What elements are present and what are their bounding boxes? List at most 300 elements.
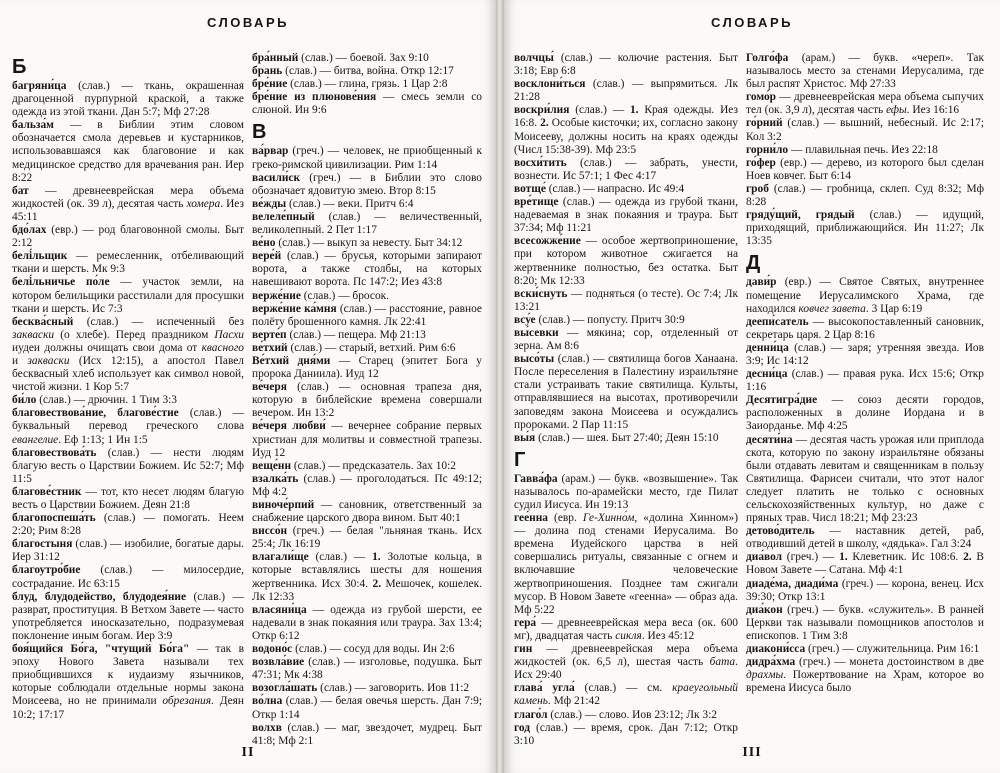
section-letter: Д — [746, 252, 761, 275]
entry-text: (греч.) — корона, венец. Исх 39:30; Откр 13:1 — [746, 577, 984, 603]
entry-text: (слав.) — ткань, окрашенная драгоценной пурпурной краской, а также одежда из этой ткани. Дан 5:7; Мф 27:28 — [12, 80, 244, 119]
italic-term: квасного — [201, 341, 244, 354]
entry-text: (слав.) — величественный, великолепный. 2 Пет 1:17 — [252, 210, 482, 237]
column — [12, 52, 244, 735]
entry-text: (слав.) — правая рука. Исх 15:6; Откр 1:16 — [746, 368, 984, 394]
headword: бре́ние — [252, 78, 288, 91]
entry-text: (слав.) — испеченный без — [73, 315, 244, 328]
entry-text: (слав.) — глина, грязь. 1 Цар 2:8 — [287, 78, 448, 91]
headword: вы́севки — [514, 326, 559, 339]
headword: ве́жды — [252, 197, 287, 210]
headword: верже́ние ка́мня — [252, 302, 337, 315]
headword: восхи́тить — [514, 156, 567, 169]
headword: водоно́с — [252, 643, 293, 656]
entry-text: (евр. — [547, 512, 583, 525]
italic-term: обрезания — [162, 695, 212, 708]
entry-text: (слав.) — веки. Притч 6:4 — [286, 197, 414, 210]
entry-text: (евр.) — дерево, из которого был сделан Ноев ковчег. Быт 6:14 — [746, 156, 984, 182]
dictionary-entry — [746, 183, 984, 209]
entry-text: (слав.) — разврат, проституция. В Ветхом Завете — часто употребляется иносказательно, подразумевая поклонение иным богам. Иер 3:9 — [12, 590, 244, 642]
dictionary-entry — [252, 473, 482, 499]
dictionary-entry — [514, 709, 738, 722]
dictionary-entry — [252, 290, 482, 303]
headword: верже́ние — [252, 289, 301, 302]
entry-text: (слав.) — расстояние, равное полёту брошенного камня. Лк 22:41 — [252, 302, 482, 328]
entry-text: . Пожертвование на Храм, которое во времена Иисуса было — [746, 669, 984, 695]
entry-text: (слав.) — вышний, небесный. Ис 2:17; Кол 3:2 — [746, 117, 984, 143]
entry-text: (греч.) — букв. «служитель». В ранней Церкви так называли помощников апостолов и епископов. 1 Тим 3:8 — [746, 603, 984, 642]
entry-text: — одежда из грубой шерсти, ее надевали в знак покаяния или траура. Зах 13:4; Откр 6:12 — [252, 603, 482, 642]
headword: волчцы́ — [514, 52, 554, 64]
headword: глаго́л — [514, 708, 548, 721]
entry-text: (слав.) — битва, война. Откр 12:17 — [282, 65, 454, 78]
italic-term: ковчег завета — [798, 302, 866, 315]
dictionary-entry — [514, 353, 738, 432]
dictionary-entry — [514, 235, 738, 287]
entry-text: (слав.) — колючие растения. Быт 3:18; Евр 6:8 — [514, 52, 738, 78]
entry-text: (слав.) — см. — [574, 682, 673, 695]
entry-text: (греч.) — белая "льняная ткань. Исх 25:4; Лк 16:19 — [252, 525, 482, 551]
entry-text: — сановник, ответственный за снабжение царского двора вином. Быт 40:1 — [252, 499, 482, 525]
entry-text: — плавильная печь. Иез 22:18 — [788, 143, 938, 156]
headword: васили́ск — [252, 171, 301, 184]
section-letter: Б — [12, 56, 27, 78]
dictionary-entry — [514, 327, 738, 353]
entry-text: (слав.) — брусья, которыми запирают ворота, а также столбы, на которых навешивают ворота. Пс 147:2; Иез 43:8 — [252, 250, 482, 289]
entry-text: (слав.) — помогать. Неем 2:20; Рим 8:28 — [12, 512, 244, 538]
headword: всесожже́ние — [514, 235, 581, 248]
italic-term: Ге-Хинно́м — [582, 512, 635, 525]
headword: благовествова́ние, благове́стие — [12, 407, 179, 420]
headword: власяни́ца — [252, 603, 307, 616]
entry-text: (слав.) — — [308, 551, 373, 564]
entry-text: В Новом Завете — Сатана. Мф 4:1 — [746, 551, 984, 577]
headword: во́лна — [252, 695, 283, 708]
entry-text: (слав.) — одежда из грубой ткани, надеваемая в знак покаяния и траура. Быт 37:34; Мф 11:21 — [514, 196, 738, 235]
dictionary-entry — [746, 394, 984, 433]
headword: блуд, блудодейство, блудодея́ние — [12, 590, 186, 603]
column — [252, 52, 483, 747]
dictionary-entry — [12, 185, 244, 224]
headword: го́рний — [746, 117, 783, 130]
headword: виноче́рпий — [252, 499, 315, 511]
entry-text: иудеи должны очищать свои дома от — [12, 341, 202, 354]
entry-text: (слав.) — проголодаться. Пс 49:12; Мф 4:2 — [252, 472, 482, 498]
dictionary-entry — [514, 314, 738, 327]
entry-text: — вечернее собрание первых христиан для молитвы и совместной трапезы. Иуд 12 — [252, 420, 482, 459]
entry-text: (слав.) — — [569, 104, 630, 117]
entry-text: , «долина Хинном») — долина под стенами Иерусалима. Во времена Иудейского царства в ней совершались ритуалы, связанные с огнем и включавшие человеческие жертвоприношения. Позднее там сжигали мусор. В Новом Завете «геенна» — образ ада. Мф 5:22 — [514, 512, 738, 616]
entry-text: . Иез 45:11 — [12, 197, 244, 223]
entry-text: Особые кисточки; их, согласно закону Моисееву, должны носить на краях одежды (Числ 15:38-39). Мф 23:5 — [514, 117, 738, 156]
headword: благопоспеша́ть — [12, 512, 96, 525]
entry-text: Мешочек, кошелек. Лк 12:33 — [252, 577, 482, 603]
dictionary-entry — [514, 52, 738, 78]
entry-text: (слав.) — сосуд для воды. Ин 2:6 — [292, 643, 455, 656]
dictionary-entry — [252, 643, 482, 656]
dictionary-entry — [12, 250, 244, 276]
dictionary-entry — [746, 643, 984, 656]
dictionary-entry — [252, 342, 482, 355]
dictionary-entry — [746, 656, 984, 695]
headword: гее́нна — [514, 512, 548, 525]
dictionary-entry — [514, 78, 738, 104]
dictionary-entry — [252, 551, 482, 603]
entry-text: (слав.) — выпрямиться. Лк 21:28 — [514, 78, 738, 104]
dictionary-entry — [514, 432, 738, 445]
headword: 2. — [372, 577, 382, 590]
headword: Ве́тхий дня́ми — [252, 354, 331, 367]
entry-text: (слав.) — белая овечья шерсть. Дан 7:9; Откр 1:14 — [252, 695, 482, 721]
entry-text: — десятая часть урожая или приплода скота, которую по закону израильтяне обязаны были отдавать левитам и священникам в пользу Святилища. Фарисеи считали, что этот налог следует платить не только с основных сельскохозяйственных культур, но даже с пряных трав. Числ 18:21; Мф 23:23 — [746, 433, 984, 525]
dictionary-entry — [514, 196, 738, 235]
dictionary-entry — [252, 329, 482, 342]
headword: дави́р — [746, 276, 777, 289]
entry-text: (слав.) — забрать, унести, вознести. Ис 57:1; 1 Фес 4:17 — [514, 156, 738, 182]
dictionary-entry — [746, 525, 984, 551]
dictionary-entry — [252, 65, 482, 78]
headword: влагали́ще — [252, 551, 309, 564]
dictionary-entry — [252, 695, 482, 721]
entry-text: (слав.) — основная трапеза дня, которую в библейские времена совершали вечером. Ин 13:2 — [252, 381, 482, 420]
headword: гряду́щий, грядый — [746, 209, 855, 222]
entry-text: — участок земли, на котором белильщики расстилали для просушки ткани и шерсть. Ис 7:3 — [12, 276, 244, 315]
entry-text: (слав.) — выкуп за невесту. Быт 34:12 — [275, 237, 463, 250]
headword: го́фер — [746, 156, 776, 169]
entry-text: и — [12, 354, 28, 367]
dictionary-entry — [514, 722, 738, 748]
dictionary-entry — [252, 211, 482, 237]
headword: гомо́р — [746, 91, 777, 104]
dictionary-entry — [746, 342, 984, 368]
entry-text: (слав.) — заговорить. Иов 11:2 — [317, 682, 470, 695]
headword: благостыня — [12, 538, 73, 551]
entry-text: — древнееврейская мера объема жидкостей (ок. 39 л), десятая часть — [12, 184, 244, 210]
headword: горни́ло — [746, 143, 789, 156]
headword: 1. — [839, 551, 848, 564]
entry-text: (слав.) — время, срок. Дан 7:12; Откр 3:10 — [514, 721, 738, 747]
entry-text: (Исх 12:15), а апостол Павел бесквасный хлеб использует как символ новой, чистой жизни. 1 Кор 5:7 — [12, 354, 244, 394]
section-letter: В — [252, 121, 267, 144]
entry-text: — особое жертвоприношение, при котором животное сжигается на жертвеннике полностью, без остатка. Быт 8:20; Мк 12:33 — [514, 235, 738, 287]
dictionary-entry — [12, 512, 244, 538]
headword: благове́стник — [12, 485, 82, 498]
headword: диакони́сса — [746, 643, 806, 656]
italic-term: сикля — [615, 629, 642, 642]
entry-text: — смесь земли со слюной. Ин 9:6 — [252, 91, 483, 117]
headword: денни́ца — [746, 341, 789, 354]
dictionary-entry — [252, 525, 482, 551]
dictionary-entry — [252, 237, 482, 250]
headword: благовествова́ть — [12, 446, 97, 459]
entry-text: — древнееврейская мера объема сыпучих тел (ок. 3,9 л), десятая часть — [746, 91, 984, 117]
entry-text: — тот, кто несет людям благую весть о Царствии Божием. Деян 21:8 — [12, 485, 244, 511]
headword: боя́щийся Бо́га, "чтущий Бо́га" — [12, 643, 190, 656]
dictionary-entry — [746, 91, 984, 117]
headword: ве́черя — [252, 381, 287, 394]
dictionary-entry — [252, 303, 482, 329]
running-head: СЛОВАРЬ — [711, 15, 793, 30]
dictionary-entry — [252, 78, 482, 91]
headword: бре́ние из плюнове́ния — [252, 91, 377, 104]
italic-term: краеугольный камень — [514, 682, 738, 708]
entry-text: (слав.) — милосердие, сострадание. Ис 63:15 — [12, 564, 244, 590]
entry-text: (слав.) — предсказатель. Зах 10:2 — [291, 459, 456, 472]
headword: ве́черя любви́ — [252, 420, 326, 433]
headword: Десятигра́дие — [746, 394, 818, 407]
dictionary-entry — [252, 381, 482, 420]
headword: вре́тище — [514, 196, 559, 209]
italic-term: бата — [709, 656, 736, 669]
headword: белі́льщик — [12, 250, 68, 263]
entry-text: (евр.) — род благовонной смолы. Быт 2:12 — [12, 224, 244, 250]
dictionary-entry — [746, 209, 984, 248]
italic-term: закваски — [27, 354, 70, 367]
dictionary-entry — [746, 117, 984, 143]
headword: гин — [514, 643, 533, 656]
entry-text: (греч.) — служительница. Рим 16:1 — [805, 643, 980, 656]
dictionary-entry — [12, 224, 244, 250]
headword: велеле́пный — [252, 210, 315, 223]
dictionary-entry — [746, 52, 984, 91]
headword: верте́п — [252, 328, 287, 341]
entry-text: — Старец (эпитет Бога у пророка Даниила). Иуд 12 — [252, 354, 483, 381]
dictionary-entry — [746, 368, 984, 394]
headword: 2. — [963, 551, 972, 564]
headword: 1. — [629, 104, 639, 117]
entry-text: (слав.) — гробница, склеп. Суд 8:32; Мф 8:28 — [746, 182, 984, 209]
dictionary-entry — [252, 682, 482, 695]
entry-text: (слав.) — слово. Иов 23:12; Лк 3:2 — [547, 708, 717, 721]
entry-text: . Мф 21:42 — [547, 695, 600, 708]
entry-text: (слав.) — бросок. — [300, 289, 390, 302]
italic-term: Пасхи — [214, 328, 244, 341]
headword: 1. — [372, 551, 381, 564]
entry-text: Края одежды. Иез 16:8. — [514, 104, 738, 130]
headword: возвла́вие — [252, 656, 305, 669]
book-gutter — [496, 0, 504, 773]
entry-text: — подняться (о тесте). Ос 7:4; Лк 13:21 — [514, 287, 738, 313]
headword: Гавва́фа — [514, 472, 558, 485]
headword: ва́рвар — [252, 145, 289, 158]
headword: ве́тхий — [252, 341, 288, 354]
dictionary-entry — [252, 420, 482, 459]
entry-text: (слав.) — дрючин. 1 Тим 3:3 — [36, 394, 178, 407]
headword: белі́льничье по́ле — [12, 276, 110, 289]
page-number: II — [241, 745, 255, 760]
headword: би́ло — [12, 394, 37, 407]
entry-text: — древнееврейская мера веса (ок. 600 мг), двадцатая часть — [514, 616, 738, 642]
headword: волхв — [252, 721, 282, 734]
headword: ве́но — [252, 237, 276, 250]
headword: взалка́ть — [252, 472, 299, 485]
dictionary-entry — [746, 578, 984, 604]
dictionary-entry — [252, 722, 482, 748]
entry-text: . Исх 29:40 — [514, 656, 738, 682]
dictionary-entry — [514, 682, 738, 708]
dictionary-entry — [252, 91, 482, 117]
dictionary-entry — [252, 250, 482, 289]
headword: брань — [252, 65, 283, 78]
dictionary-entry — [12, 276, 244, 315]
headword: веще́нн — [252, 459, 292, 472]
dictionary-entry — [252, 52, 482, 65]
entry-text: (слав.) — изобилие, богатые дары. Иер 31:12 — [12, 538, 244, 564]
headword: вски́снуть — [514, 287, 568, 300]
headword: бальза́м — [12, 119, 54, 132]
entry-text: (греч.) — в Библии это слово обозначает ядовитую змею. Втор 8:15 — [252, 171, 482, 197]
dictionary-entry — [252, 604, 482, 643]
headword: десяти́на — [746, 433, 793, 446]
headword: 2. — [540, 117, 549, 130]
headword: десни́ца — [746, 368, 788, 381]
running-head: СЛОВАРЬ — [207, 15, 289, 30]
headword: бесква́сный — [12, 315, 74, 328]
entry-text: (слав.) — идущий, приходящий, приближающийся. Ин 11:27; Лк 13:35 — [746, 209, 984, 248]
entry-text: (о хлебе). Перед праздником — [54, 328, 215, 341]
column — [746, 52, 984, 735]
entry-text: . Иез 16:16 — [906, 104, 960, 117]
headword: гроб — [746, 182, 769, 195]
italic-term: хомера — [186, 197, 221, 210]
dictionary-entry — [746, 434, 984, 526]
dictionary-entry — [746, 157, 984, 183]
headword: бат — [12, 184, 29, 197]
dictionary-entry — [12, 486, 244, 512]
entry-text: (греч.) — человек, не приобщенный к греко-римской цивилизации. Рим 1:14 — [252, 145, 482, 171]
right-page — [504, 0, 1000, 773]
entry-text: (слав.) — боевой. Зах 9:10 — [298, 52, 429, 64]
dictionary-entry — [746, 316, 984, 342]
headword: Голго́фа — [746, 52, 789, 64]
dictionary-entry — [12, 394, 244, 407]
entry-text: (слав.) — нести людям благую весть о Царствии Божием. Ис 52:7; Мф 11:5 — [12, 446, 244, 485]
left-page — [0, 0, 496, 773]
dictionary-entry — [746, 551, 984, 577]
dictionary-entry — [12, 447, 244, 486]
headword: диа́кон — [746, 603, 783, 616]
headword: воскри́лия — [514, 104, 570, 117]
headword: багряни́ца — [12, 80, 67, 92]
headword: деепи́сатель — [746, 315, 809, 328]
left-page-columns — [12, 52, 483, 747]
entry-text: — в Библии этим словом обозначается смола деревьев и кустарников, использовавшаяся как благовоние и как медицинское средство для врачевания ран. Иер 8:22 — [12, 119, 244, 184]
entry-text: (слав.) — пещера. Мф 21:13 — [286, 328, 426, 341]
entry-text: (арам.) — букв. «череп». Так называлось место за стенами Иерусалима, где был распят Христос. Мф 27:33 — [746, 52, 984, 91]
dictionary-entry — [12, 564, 244, 590]
dictionary-entry — [746, 144, 984, 157]
column — [514, 52, 738, 747]
entry-text: (греч.) — — [782, 551, 840, 564]
italic-term: евангелие — [12, 433, 59, 446]
right-page-columns — [514, 52, 984, 747]
headword: восклони́ться — [514, 78, 586, 91]
headword: диа́вол — [746, 551, 783, 564]
headword: возогла́шать — [252, 682, 318, 695]
headword: детово́дитель — [746, 525, 815, 538]
headword: дидра́хма — [746, 656, 796, 669]
headword: вере́й — [252, 250, 282, 263]
headword: вотще́ — [514, 182, 546, 195]
dictionary-entry — [252, 172, 482, 198]
entry-text: (слав.) — святилища богов Ханаана. После переселения в Палестину израильтяне стали устраивать такие святилища. Культы, отправлявшиеся на высотах, противоречили заповедям закона Моисеева и осуждались пророками. 2 Пар 11:15 — [514, 353, 738, 431]
italic-term: ефы — [886, 104, 907, 117]
dictionary-entry — [12, 591, 244, 643]
dictionary-entry — [12, 80, 244, 119]
dictionary-entry — [252, 198, 482, 211]
headword: бра́нный — [252, 52, 299, 64]
entry-text: (слав.) — заря; утренняя звезда. Иов 3:9; Ис 14:12 — [746, 341, 984, 367]
entry-text: . Деян 10:2; 17:17 — [12, 695, 244, 721]
dictionary-entry — [746, 276, 984, 315]
entry-text: (слав.) — попусту. Притч 30:9 — [535, 313, 685, 326]
dictionary-entry — [252, 460, 482, 473]
dictionary-entry — [12, 316, 244, 395]
dictionary-entry — [252, 656, 482, 682]
headword: благоутро́бие — [12, 564, 81, 577]
entry-text: (греч.) — монета достоинством в две — [795, 656, 984, 669]
dictionary-entry — [252, 145, 482, 171]
headword: высо́ты — [514, 353, 555, 366]
entry-text: (слав.) — шея. Быт 27:40; Деян 15:10 — [535, 431, 719, 444]
entry-text: Клеветник. Ис 108:6. — [847, 551, 964, 564]
headword: глава́ угла́ — [514, 682, 575, 695]
headword: бдо́лах — [12, 224, 47, 237]
entry-text: — древнееврейская мера объема жидкостей (ок. 6,5 л), шестая часть — [514, 643, 738, 669]
headword: гера́ — [514, 616, 537, 629]
italic-term: закваски — [12, 328, 55, 341]
entry-text: — так в эпоху Нового Завета называли тех приобщившихся к иудаизму язычников, которые соблюдали отдельные нормы закона Моисеева, но не принимали — [12, 643, 244, 708]
entry-text: — высокопоставленный сановник, секретарь царя. 2 Цар 8:16 — [746, 315, 984, 341]
entry-text: — мякина; сор, отделенный от зерна. Ам 8:6 — [514, 326, 738, 353]
entry-text: . Иез 45:12 — [641, 629, 695, 642]
entry-text: (слав.) — напрасно. Ис 49:4 — [545, 182, 685, 195]
italic-term: драхмы — [746, 669, 784, 682]
dictionary-entry — [12, 119, 244, 184]
headword: год — [514, 721, 531, 734]
dictionary-entry — [514, 157, 738, 183]
dictionary-entry — [514, 104, 738, 156]
entry-text: (евр.) — Святое Святых, внутреннее помещение Иерусалимского Храма, где находился — [746, 276, 984, 315]
entry-text: . Еф 1:13; 1 Ин 1:5 — [58, 433, 148, 446]
entry-text: (арам.) — букв. «возвышение». Так называлось по-арамейски место, где Пилат судил Иисуса. Ин 19:13 — [514, 472, 738, 511]
headword: всу́е — [514, 313, 536, 326]
dictionary-entry — [746, 604, 984, 643]
headword: вы́я — [514, 431, 536, 444]
entry-text: — ремесленник, отбеливающий ткани и шерсть. Мк 9:3 — [12, 250, 244, 276]
entry-text: . 3 Цар 6:19 — [865, 302, 923, 315]
entry-text: — наставник детей, раб, отводивший детей в школу, «дядька». Гал 3:24 — [746, 525, 984, 551]
dictionary-entry — [514, 643, 738, 682]
headword: виссо́н — [252, 525, 288, 538]
entry-text: (слав.) — изголовье, подушка. Быт 47:31; Мк 4:38 — [252, 656, 482, 682]
entry-text: — союз десяти городов, расположенных в долине Иордана и в Заиорданье. Мф 4:25 — [746, 394, 984, 433]
dictionary-entry — [514, 183, 738, 196]
dictionary-entry — [514, 512, 738, 617]
dictionary-entry — [252, 355, 482, 381]
headword: диаде́ма, диади́ма — [746, 577, 839, 590]
entry-text: (слав.) — буквальный перевод греческого слова — [12, 407, 244, 433]
entry-text: Золотые кольца, в которые вставлялись шесты для ношения жертвенника. Исх 30:4. — [252, 551, 482, 590]
dictionary-entry — [514, 617, 738, 643]
section-letter: Г — [514, 448, 526, 471]
entry-text: (слав.) — старый, ветхий. Рим 6:6 — [287, 341, 456, 354]
dictionary-entry — [252, 499, 482, 525]
dictionary-entry — [514, 473, 738, 512]
entry-text: (слав.) — маг, звездочет, мудрец. Быт 41:8; Мф 2:1 — [252, 721, 482, 747]
dictionary-entry — [514, 288, 738, 314]
page-number: III — [742, 745, 762, 760]
